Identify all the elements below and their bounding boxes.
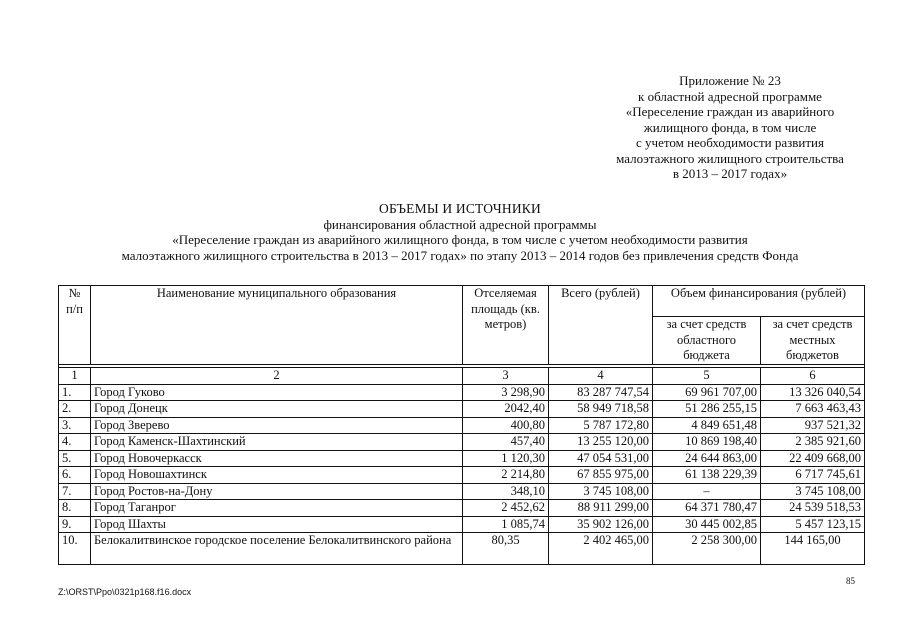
cell-total: 2 402 465,00 xyxy=(549,533,653,565)
cell-num: 9. xyxy=(59,516,91,533)
cell-total: 3 745 108,00 xyxy=(549,483,653,500)
appendix-line: малоэтажного жилищного строительства xyxy=(616,150,844,166)
appendix-line: к областной адресной программе xyxy=(638,88,822,104)
cell-total: 35 902 126,00 xyxy=(549,516,653,533)
cell-local: 13 326 040,54 xyxy=(761,384,865,401)
cell-num: 6. xyxy=(59,467,91,484)
cell-regional: 64 371 780,47 xyxy=(653,500,761,517)
cell-area: 348,10 xyxy=(463,483,549,500)
cell-regional: – xyxy=(653,483,761,500)
header-local: за счет средств местных бюджетов xyxy=(761,317,865,365)
cell-regional: 69 961 707,00 xyxy=(653,384,761,401)
table-row xyxy=(59,417,865,434)
cell-name: Город Зверево xyxy=(91,417,463,434)
table-row xyxy=(59,467,865,484)
cell-total: 83 287 747,54 xyxy=(549,384,653,401)
title-line: финансирования областной адресной программы xyxy=(323,216,597,232)
table-row xyxy=(59,533,865,565)
cell-num: 3. xyxy=(59,417,91,434)
column-number: 3 xyxy=(463,367,549,384)
title-main: ОБЪЕМЫ И ИСТОЧНИКИ xyxy=(379,201,541,216)
cell-name: Город Гуково xyxy=(91,384,463,401)
cell-name: Город Каменск-Шахтинский xyxy=(91,434,463,451)
table-row xyxy=(59,516,865,533)
cell-name: Город Новошахтинск xyxy=(91,467,463,484)
appendix-line: Приложение № 23 xyxy=(679,73,781,88)
table-row xyxy=(59,401,865,418)
header-name: Наименование муниципального образования xyxy=(91,286,463,365)
cell-area: 1 085,74 xyxy=(463,516,549,533)
cell-local: 937 521,32 xyxy=(761,417,865,434)
column-number-row xyxy=(59,367,865,384)
cell-name: Город Новочеркасск xyxy=(91,450,463,467)
cell-regional: 61 138 229,39 xyxy=(653,467,761,484)
cell-num: 1. xyxy=(59,384,91,401)
appendix-line: в 2013 – 2017 годах» xyxy=(672,166,788,181)
title-line: «Переселение граждан из аварийного жилищного фонда, в том числе с учетом необходимости развития xyxy=(172,232,748,247)
cell-area: 2 214,80 xyxy=(463,467,549,484)
column-number: 4 xyxy=(549,367,653,384)
cell-local: 2 385 921,60 xyxy=(761,434,865,451)
table-row xyxy=(59,483,865,500)
cell-name: Город Ростов-на-Дону xyxy=(91,483,463,500)
cell-area: 457,40 xyxy=(463,434,549,451)
appendix-line: «Переселение граждан из аварийного xyxy=(625,104,835,119)
cell-local: 5 457 123,15 xyxy=(761,516,865,533)
cell-num: 4. xyxy=(59,434,91,451)
column-number: 5 xyxy=(653,367,761,384)
cell-regional: 30 445 002,85 xyxy=(653,516,761,533)
column-number: 1 xyxy=(59,367,91,384)
cell-local: 3 745 108,00 xyxy=(761,483,865,500)
appendix-line: жилищного фонда, в том числе xyxy=(643,119,817,135)
cell-local: 24 539 518,53 xyxy=(761,500,865,517)
cell-total: 47 054 531,00 xyxy=(549,450,653,467)
column-number: 6 xyxy=(761,367,865,384)
cell-num: 5. xyxy=(59,450,91,467)
file-path: Z:\ORST\Ppo\0321p168.f16.docx xyxy=(58,587,192,597)
cell-area: 2042,40 xyxy=(463,401,549,418)
cell-num: 8. xyxy=(59,500,91,517)
cell-regional: 10 869 198,40 xyxy=(653,434,761,451)
cell-total: 5 787 172,80 xyxy=(549,417,653,434)
header-num: № п/п xyxy=(59,286,91,365)
cell-total: 13 255 120,00 xyxy=(549,434,653,451)
cell-total: 88 911 299,00 xyxy=(549,500,653,517)
cell-area: 2 452,62 xyxy=(463,500,549,517)
cell-area: 400,80 xyxy=(463,417,549,434)
document-title xyxy=(40,201,880,263)
page-number: 85 xyxy=(846,576,855,586)
appendix-line: с учетом необходимости развития xyxy=(636,135,824,150)
cell-regional: 24 644 863,00 xyxy=(653,450,761,467)
title-line: малоэтажного жилищного строительства в 2013 – 2017 годах» по этапу 2013 – 2014 годов без привлечения средств Фонда xyxy=(121,247,799,263)
financing-table xyxy=(58,285,865,565)
header-area: Отселяемая площадь (кв. метров) xyxy=(463,286,549,365)
cell-regional: 51 286 255,15 xyxy=(653,401,761,418)
cell-num: 7. xyxy=(59,483,91,500)
header-financing: Объем финансирования (рублей) xyxy=(653,286,865,317)
cell-local: 6 717 745,61 xyxy=(761,467,865,484)
cell-regional: 4 849 651,48 xyxy=(653,417,761,434)
cell-local: 22 409 668,00 xyxy=(761,450,865,467)
table-row xyxy=(59,500,865,517)
cell-name: Белокалитвинское городское поселение Белокалитвинского района xyxy=(91,533,463,565)
cell-regional: 2 258 300,00 xyxy=(653,533,761,565)
cell-num: 10. xyxy=(59,533,91,565)
cell-local: 144 165,00 xyxy=(761,533,865,565)
table-row xyxy=(59,434,865,451)
cell-name: Город Донецк xyxy=(91,401,463,418)
cell-area: 1 120,30 xyxy=(463,450,549,467)
cell-area: 80,35 xyxy=(463,533,549,565)
table-row xyxy=(59,450,865,467)
cell-area: 3 298,90 xyxy=(463,384,549,401)
column-number: 2 xyxy=(91,367,463,384)
appendix-header xyxy=(575,73,885,182)
header-regional: за счет средств областного бюджета xyxy=(653,317,761,365)
cell-total: 58 949 718,58 xyxy=(549,401,653,418)
header-total: Всего (рублей) xyxy=(549,286,653,365)
cell-name: Город Шахты xyxy=(91,516,463,533)
cell-local: 7 663 463,43 xyxy=(761,401,865,418)
cell-name: Город Таганрог xyxy=(91,500,463,517)
cell-total: 67 855 975,00 xyxy=(549,467,653,484)
cell-num: 2. xyxy=(59,401,91,418)
table-row xyxy=(59,384,865,401)
